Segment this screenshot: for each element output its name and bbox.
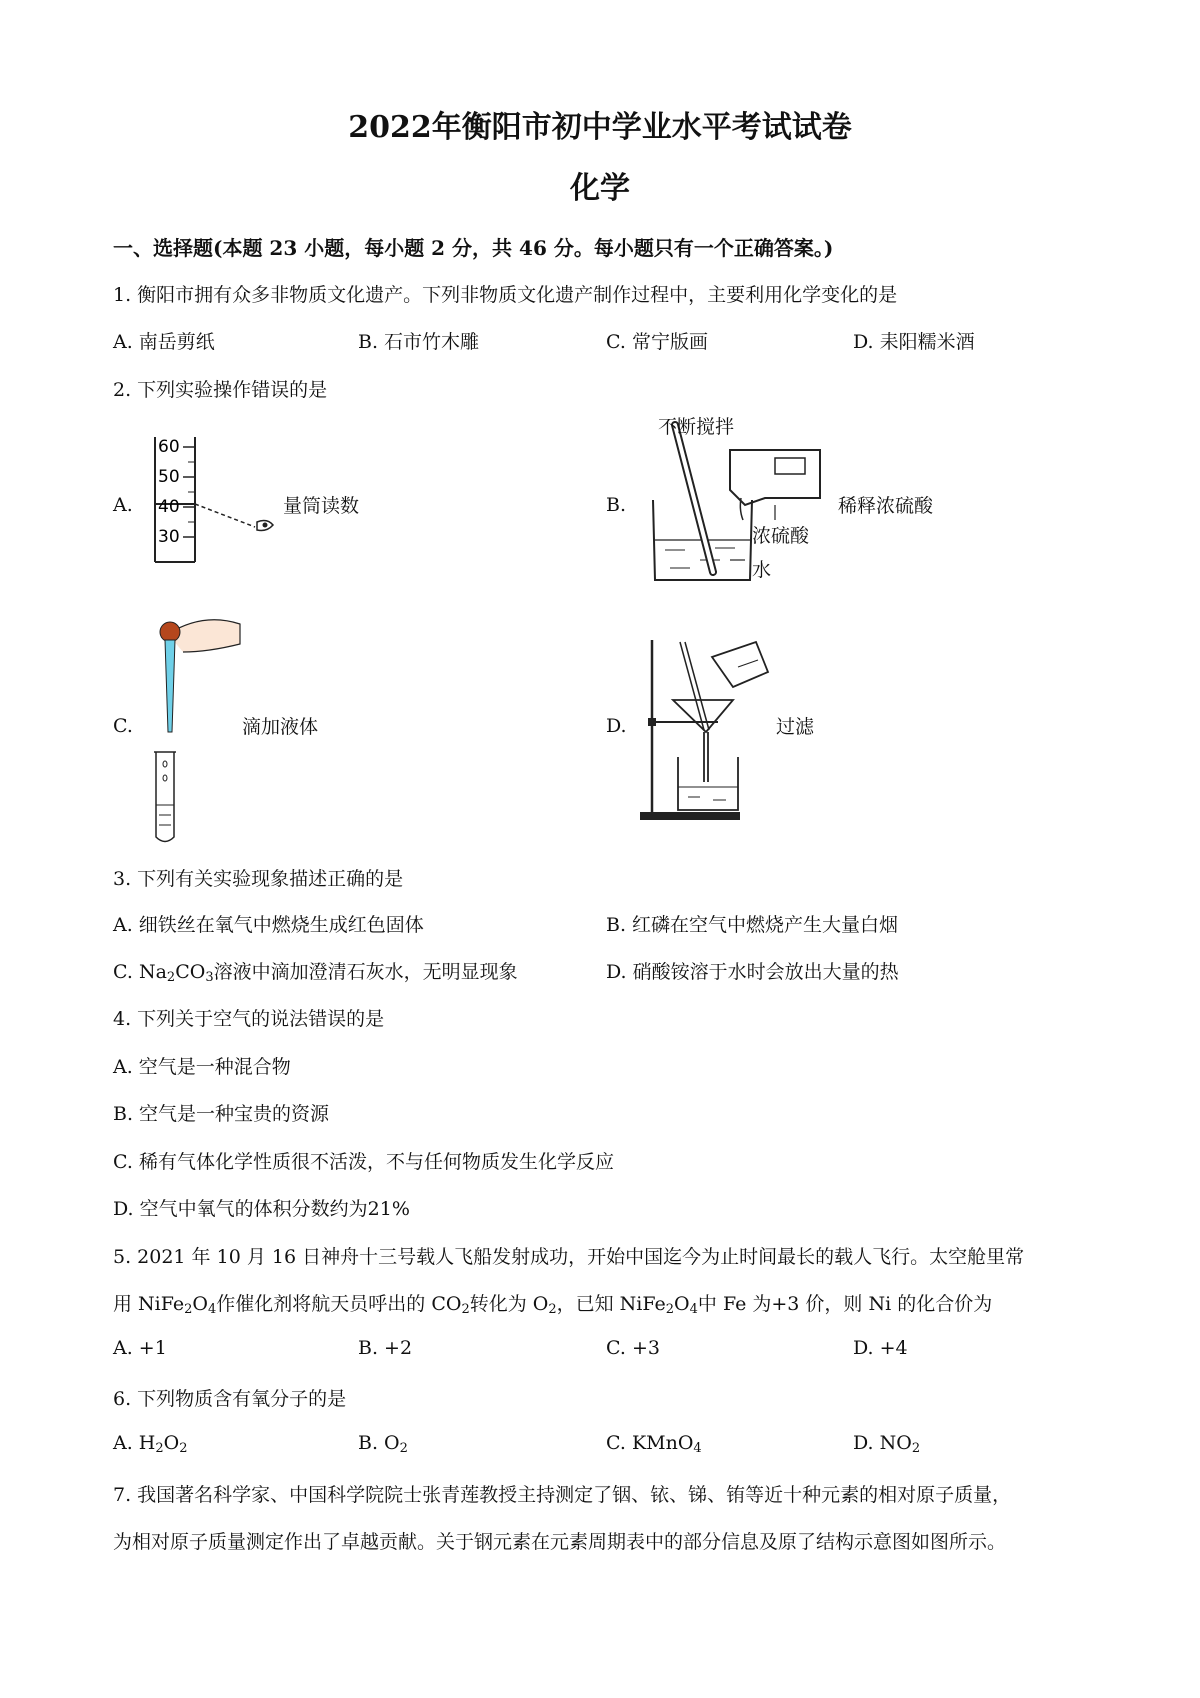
q3-stem: 3. 下列有关实验现象描述正确的是: [113, 868, 404, 890]
q7-stem-line2: 为相对原子质量测定作出了卓越贡献。关于钢元素在元素周期表中的部分信息及原了结构示意图如图所示。: [113, 1531, 1007, 1553]
cylinder-tick-40: 40: [158, 497, 180, 517]
q1-option-a: A. 南岳剪纸: [113, 331, 215, 353]
filtration-figure: [638, 632, 778, 827]
dilution-figure: [645, 420, 825, 585]
q2-c-caption: 滴加液体: [242, 716, 319, 738]
q5-option-a: A. +1: [113, 1337, 167, 1359]
q6-option-a: A. $H_2O_2$: [113, 1432, 188, 1456]
q6-option-d: D. $NO_2$: [853, 1432, 921, 1456]
q2-b-caption: 稀释浓硫酸: [838, 495, 934, 517]
q5-option-b: B. +2: [358, 1337, 413, 1359]
dropper-figure: [148, 612, 248, 847]
q1-option-c: C. 常宁版画: [606, 331, 708, 353]
q3-option-b: B. 红磷在空气中燃烧产生大量白烟: [606, 914, 899, 936]
q3-option-a: A. 细铁丝在氧气中燃烧生成红色固体: [113, 914, 424, 936]
q2-c-letter: C.: [113, 715, 133, 737]
section-heading: 一、选择题(本题 23 小题，每小题 2 分，共 46 分。每小题只有一个正确答案。): [113, 236, 834, 260]
q2-a-caption: 量筒读数: [283, 495, 360, 517]
graduated-cylinder-figure: [145, 432, 295, 567]
q2-stem: 2. 下列实验操作错误的是: [113, 379, 328, 401]
q7-stem-line1: 7. 我国著名科学家、中国科学院院士张青莲教授主持测定了铟、铱、锑、铕等近十种元素的相对原子质量，: [113, 1484, 1012, 1506]
q5-stem-line1: 5. 2021 年 10 月 16 日神舟十三号载人飞船发射成功，开始中国迄今为止时间最长的载人飞行。太空舱里常: [113, 1246, 1025, 1268]
q2-a-letter: A.: [113, 494, 133, 516]
q4-option-b: B. 空气是一种宝贵的资源: [113, 1103, 330, 1125]
q2-d-caption: 过滤: [776, 716, 815, 738]
q2-b-callout-water: 水: [752, 559, 772, 581]
q1-stem: 1. 衡阳市拥有众多非物质文化遗产。下列非物质文化遗产制作过程中，主要利用化学变化的是: [113, 284, 898, 306]
q2-b-callout-stir: 不断搅拌: [658, 416, 735, 438]
q5-option-c: C. +3: [606, 1337, 660, 1359]
q1-option-d: D. 耒阳糯米酒: [853, 331, 975, 353]
exam-title: 2022年衡阳市初中学业水平考试试卷: [348, 110, 852, 145]
q4-stem: 4. 下列关于空气的说法错误的是: [113, 1008, 385, 1030]
q3-option-d: D. 硝酸铵溶于水时会放出大量的热: [606, 961, 899, 983]
q1-option-b: B. 石市竹木雕: [358, 331, 480, 353]
q4-option-d: D. 空气中氧气的体积分数约为21%: [113, 1198, 410, 1220]
cylinder-tick-60: 60: [158, 437, 180, 457]
cylinder-tick-50: 50: [158, 467, 180, 487]
q2-d-letter: D.: [606, 715, 627, 737]
q6-option-c: C. KMnO$_4$: [606, 1432, 702, 1456]
cylinder-tick-30: 30: [158, 527, 180, 547]
q3-option-c: C. $Na_2CO_3$溶液中滴加澄清石灰水，无明显现象: [113, 961, 518, 985]
q2-b-callout-acid: 浓硫酸: [752, 525, 810, 547]
q6-stem: 6. 下列物质含有氧分子的是: [113, 1388, 347, 1410]
subject-title: 化学: [570, 171, 630, 206]
q4-option-a: A. 空气是一种混合物: [113, 1056, 291, 1078]
q6-option-b: B. $O_2$: [358, 1432, 408, 1456]
q2-b-letter: B.: [606, 494, 627, 516]
q5-option-d: D. +4: [853, 1337, 908, 1359]
q4-option-c: C. 稀有气体化学性质很不活泼，不与任何物质发生化学反应: [113, 1151, 614, 1173]
q5-stem-line2: 用 $NiFe_2O_4$作催化剂将航天员呼出的 $CO_2$转化为 $O_2$，已知 $NiFe_2O_4$中 Fe 为+3 价，则 Ni 的化合价为: [113, 1293, 993, 1317]
